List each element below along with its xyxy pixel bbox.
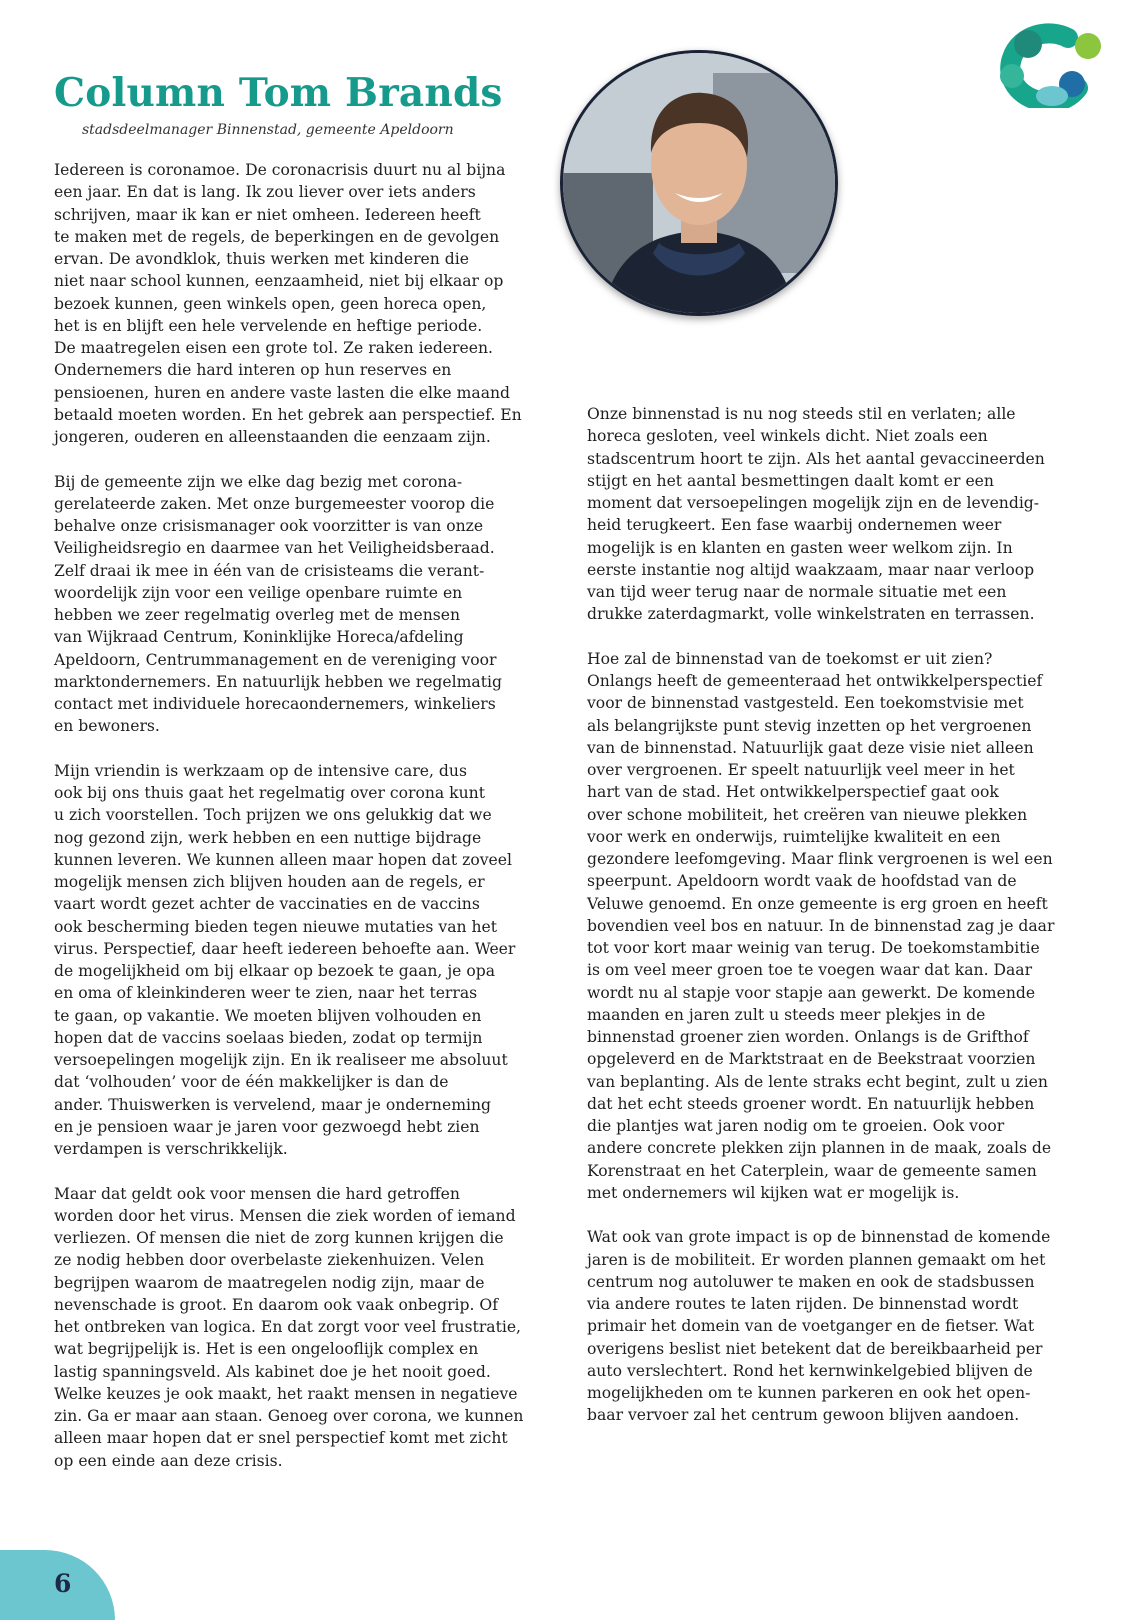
body-text-line: De maatregelen eisen een grote tol. Ze raken iedereen. — [54, 339, 493, 357]
body-text-line: ander. Thuiswerken is vervelend, maar je onderneming — [54, 1095, 491, 1114]
body-text-line: te maken met de regels, de beperkingen en de gevolgen — [54, 227, 500, 246]
body-text-line: Onze binnenstad is nu nog steeds stil en verlaten; alle — [587, 405, 1016, 423]
body-text-line: op een einde aan deze crisis. — [54, 1451, 283, 1470]
body-text-line: heid terugkeert. Een fase waarbij ondernemen weer — [587, 516, 1002, 535]
body-text-line: wordt nu al stapje voor stapje aan gewerkt. De komende — [587, 983, 1036, 1002]
body-text-line: Mijn vriendin is werkzaam op de intensive care, dus — [54, 761, 467, 780]
body-text-line: stijgt en het aantal besmettingen daalt komt er een — [587, 471, 994, 490]
body-text-line: Korenstraat en het Caterplein, waar de gemeente samen — [587, 1161, 1037, 1180]
body-text-line: ze nodig hebben door overbelaste ziekenhuizen. Velen — [54, 1251, 485, 1270]
body-text-line: van Wijkraad Centrum, Koninklijke Horeca/afdeling — [54, 628, 464, 647]
page-number: 6 — [54, 1569, 72, 1598]
body-text-line: eerste instantie nog altijd waakzaam, maar naar verloop — [587, 560, 1035, 579]
body-text-line: Maar dat geldt ook voor mensen die hard getroffen — [54, 1184, 460, 1203]
body-text-line: een jaar. En dat is lang. Ik zou liever over iets anders — [54, 183, 476, 202]
body-text-line: Wat ook van grote impact is op de binnenstad de komende — [587, 1228, 1051, 1247]
body-text-line: horeca gesloten, veel winkels dicht. Niet zoals een — [587, 427, 988, 446]
body-text-line: opgeleverd en de Marktstraat en de Beekstraat voorzien — [587, 1050, 1036, 1069]
body-text-line: contact met individuele horecaondernemers, winkeliers — [54, 695, 496, 713]
body-text-line: mogelijkheden om te kunnen parkeren en ook het open- — [587, 1384, 1031, 1402]
body-text-line: Iedereen is coronamoe. De coronacrisis duurt nu al bijna — [54, 161, 506, 179]
body-text-line: van tijd weer terug naar de normale situatie met een — [587, 583, 1007, 601]
body-text-line: Veluwe genoemd. En onze gemeente is erg groen en heeft — [587, 894, 1048, 913]
article-title: Column Tom Brands — [54, 70, 503, 116]
body-text-line: jongeren, ouderen en alleenstaanden die eenzaam zijn. — [54, 428, 491, 446]
body-text-line: Zelf draai ik mee in één van de crisisteams die verant- — [54, 561, 485, 580]
body-text-line: als belangrijkste punt stevig inzetten op het vergroenen — [587, 716, 1032, 735]
body-text-line: verliezen. Of mensen die niet de zorg kunnen krijgen die — [54, 1229, 504, 1247]
body-text-line: betaald moeten worden. En het gebrek aan perspectief. En — [54, 405, 522, 424]
paragraph-gap — [587, 1204, 1087, 1226]
body-text-line: drukke zaterdagmarkt, volle winkelstraten en terrassen. — [587, 605, 1035, 624]
body-text-line: het ontbreken van logica. En dat zorgt voor veel frustratie, — [54, 1318, 522, 1336]
body-text-line: en je pensioen waar je jaren voor gezwoegd hebt zien — [54, 1117, 480, 1136]
body-text-line: over schone mobiliteit, het creëren van nieuwe plekken — [587, 805, 1028, 824]
article-column-right — [587, 403, 1087, 1427]
body-text-line: Hoe zal de binnenstad van de toekomst er uit zien? — [587, 649, 993, 668]
body-text-line: is om veel meer groen toe te voegen waar dat kan. Daar — [587, 961, 1033, 980]
body-text-line: niet naar school kunnen, eenzaamheid, niet bij elkaar op — [54, 272, 504, 291]
body-text-line: Apeldoorn, Centrummanagement en de vereniging voor — [54, 650, 497, 669]
body-text-line: kunnen leveren. We kunnen alleen maar hopen dat zoveel — [54, 850, 512, 869]
body-text-line: pensioenen, huren en andere vaste lasten die elke maand — [54, 383, 511, 402]
paragraph-gap — [587, 626, 1087, 648]
body-text-line: Bij de gemeente zijn we elke dag bezig met corona- — [54, 472, 463, 491]
portrait-illustration — [563, 53, 835, 313]
body-text-line: wat begrijpelijk is. Het is een ongelooflijk complex en — [54, 1340, 479, 1359]
body-text-line: primair het domein van de voetganger en de fietser. Wat — [587, 1317, 1035, 1336]
article-column-left — [54, 159, 540, 1472]
body-text-line: van beplanting. Als de lente straks echt begint, zult u zien — [587, 1072, 1048, 1091]
body-text-line: hopen dat de vaccins soelaas bieden, zodat op termijn — [54, 1028, 483, 1047]
body-text-line: baar vervoer zal het centrum gewoon blijven aandoen. — [587, 1406, 1020, 1425]
body-text-line: ook bij ons thuis gaat het regelmatig over corona kunt — [54, 784, 485, 802]
body-text-line: speerpunt. Apeldoorn wordt vaak de hoofdstad van de — [587, 872, 1017, 891]
body-text-line: woordelijk zijn voor een veilige openbare ruimte en — [54, 583, 463, 602]
paragraph-gap — [54, 448, 540, 470]
body-text-line: jaren is de mobiliteit. Er worden plannen gemaakt om het — [587, 1250, 1046, 1269]
body-text-line: nog gezond zijn, werk hebben en een nuttige bijdrage — [54, 828, 482, 847]
paragraph-gap — [54, 1160, 540, 1182]
body-text-line: met ondernemers wil kijken wat er mogelijk is. — [587, 1183, 960, 1202]
body-text-line: binnenstad groener zien worden. Onlangs is de Grifthof — [587, 1028, 1029, 1046]
body-text-line: Onlangs heeft de gemeenteraad het ontwikkelperspectief — [587, 672, 1043, 690]
body-text-line: Veiligheidsregio en daarmee van het Veiligheidsberaad. — [54, 539, 495, 558]
body-text-line: dat het echt steeds groener wordt. En natuurlijk hebben — [587, 1094, 1035, 1113]
body-text-line: mogelijk mensen zich blijven houden aan de regels, er — [54, 873, 485, 891]
body-text-line: worden door het virus. Mensen die ziek worden of iemand — [54, 1206, 516, 1225]
body-text-line: zin. Ga er maar aan staan. Genoeg over corona, we kunnen — [54, 1407, 524, 1425]
body-text-line: marktondernemers. En natuurlijk hebben we regelmatig — [54, 672, 502, 691]
author-portrait — [560, 50, 838, 316]
body-text-line: andere concrete plekken zijn plannen in de maak, zoals de — [587, 1139, 1052, 1158]
body-text-line: bezoek kunnen, geen winkels open, geen horeca open, — [54, 294, 487, 313]
organization-logo-icon — [990, 22, 1112, 108]
body-text-line: van de binnenstad. Natuurlijk gaat deze visie niet alleen — [587, 738, 1034, 757]
body-text-line: Ondernemers die hard interen op hun reserves en — [54, 361, 452, 380]
body-text-line: die plantjes wat jaren nodig om te groeien. Ook voor — [587, 1117, 1005, 1135]
body-text-line: via andere routes te laten rijden. De binnenstad wordt — [587, 1295, 1019, 1313]
body-text-line: de mogelijkheid om bij elkaar op bezoek te gaan, je opa — [54, 962, 496, 980]
body-text-line: begrijpen waarom de maatregelen nodig zijn, maar de — [54, 1273, 485, 1292]
body-text-line: ervan. De avondklok, thuis werken met kinderen die — [54, 250, 469, 268]
body-text-line: centrum nog autoluwer te maken en ook de stadsbussen — [587, 1272, 1035, 1291]
body-text-line: alleen maar hopen dat er snel perspectief komt met zicht — [54, 1429, 508, 1448]
body-text-line: hebben we zeer regelmatig overleg met de mensen — [54, 606, 461, 624]
body-text-line: voor werk en onderwijs, ruimtelijke kwaliteit en een — [587, 827, 1001, 846]
body-text-line: verdampen is verschrikkelijk. — [54, 1140, 288, 1158]
body-text-line: tot voor kort maar weinig van terug. De toekomstambitie — [587, 939, 1040, 957]
body-text-line: maanden en jaren zult u steeds meer plekjes in de — [587, 1005, 986, 1024]
body-text-line: behalve onze crisismanager ook voorzitter is van onze — [54, 517, 484, 535]
body-text-line: ook bescherming bieden tegen nieuwe mutaties van het — [54, 917, 498, 936]
body-text-line: vaart wordt gezet achter de vaccinaties en de vaccins — [54, 895, 480, 914]
body-text-line: schrijven, maar ik kan er niet omheen. Iedereen heeft — [54, 205, 481, 224]
body-text-line: hart van de stad. Het ontwikkelperspectief gaat ook — [587, 783, 999, 802]
body-text-line: dat ‘volhouden’ voor de één makkelijker is dan de — [54, 1073, 449, 1092]
body-text-line: versoepelingen mogelijk zijn. En ik realiseer me absoluut — [54, 1051, 508, 1069]
paragraph-gap — [54, 738, 540, 760]
body-text-line: auto verslechtert. Rond het kernwinkelgebied blijven de — [587, 1361, 1033, 1380]
body-text-line: lastig spanningsveld. Als kabinet doe je het nooit goed. — [54, 1362, 491, 1381]
body-text-line: gerelateerde zaken. Met onze burgemeester voorop die — [54, 494, 495, 513]
body-text-line: bovendien veel bos en natuur. In de binnenstad zag je daar — [587, 916, 1055, 935]
body-text-line: mogelijk is en klanten en gasten weer welkom zijn. In — [587, 538, 1013, 557]
body-text-line: te gaan, op vakantie. We moeten blijven volhouden en — [54, 1006, 482, 1025]
body-text-line: stadscentrum hoort te zijn. Als het aantal gevaccineerden — [587, 449, 1045, 468]
body-text-line: het is en blijft een hele vervelende en heftige periode. — [54, 316, 483, 335]
author-subtitle: stadsdeelmanager Binnenstad, gemeente Apeldoorn — [82, 122, 454, 138]
body-text-line: nevenschade is groot. En daarom ook vaak onbegrip. Of — [54, 1295, 498, 1314]
body-text-line: gezondere leefomgeving. Maar flink vergroenen is wel een — [587, 850, 1053, 868]
body-text-line: moment dat versoepelingen mogelijk zijn en de levendig- — [587, 494, 1040, 512]
body-text-line: over vergroenen. Er speelt natuurlijk veel meer in het — [587, 761, 1015, 779]
body-text-line: en bewoners. — [54, 717, 160, 736]
body-text-line: Welke keuzes je ook maakt, het raakt mensen in negatieve — [54, 1384, 518, 1403]
body-text-line: u zich voorstellen. Toch prijzen we ons gelukkig dat we — [54, 806, 492, 825]
body-text-line: virus. Perspectief, daar heeft iedereen behoefte aan. Weer — [54, 939, 516, 958]
body-text-line: overigens beslist niet betekent dat de bereikbaarheid per — [587, 1339, 1043, 1358]
body-text-line: voor de binnenstad vastgesteld. Een toekomstvisie met — [587, 694, 1024, 713]
body-text-line: en oma of kleinkinderen weer te zien, naar het terras — [54, 984, 478, 1003]
